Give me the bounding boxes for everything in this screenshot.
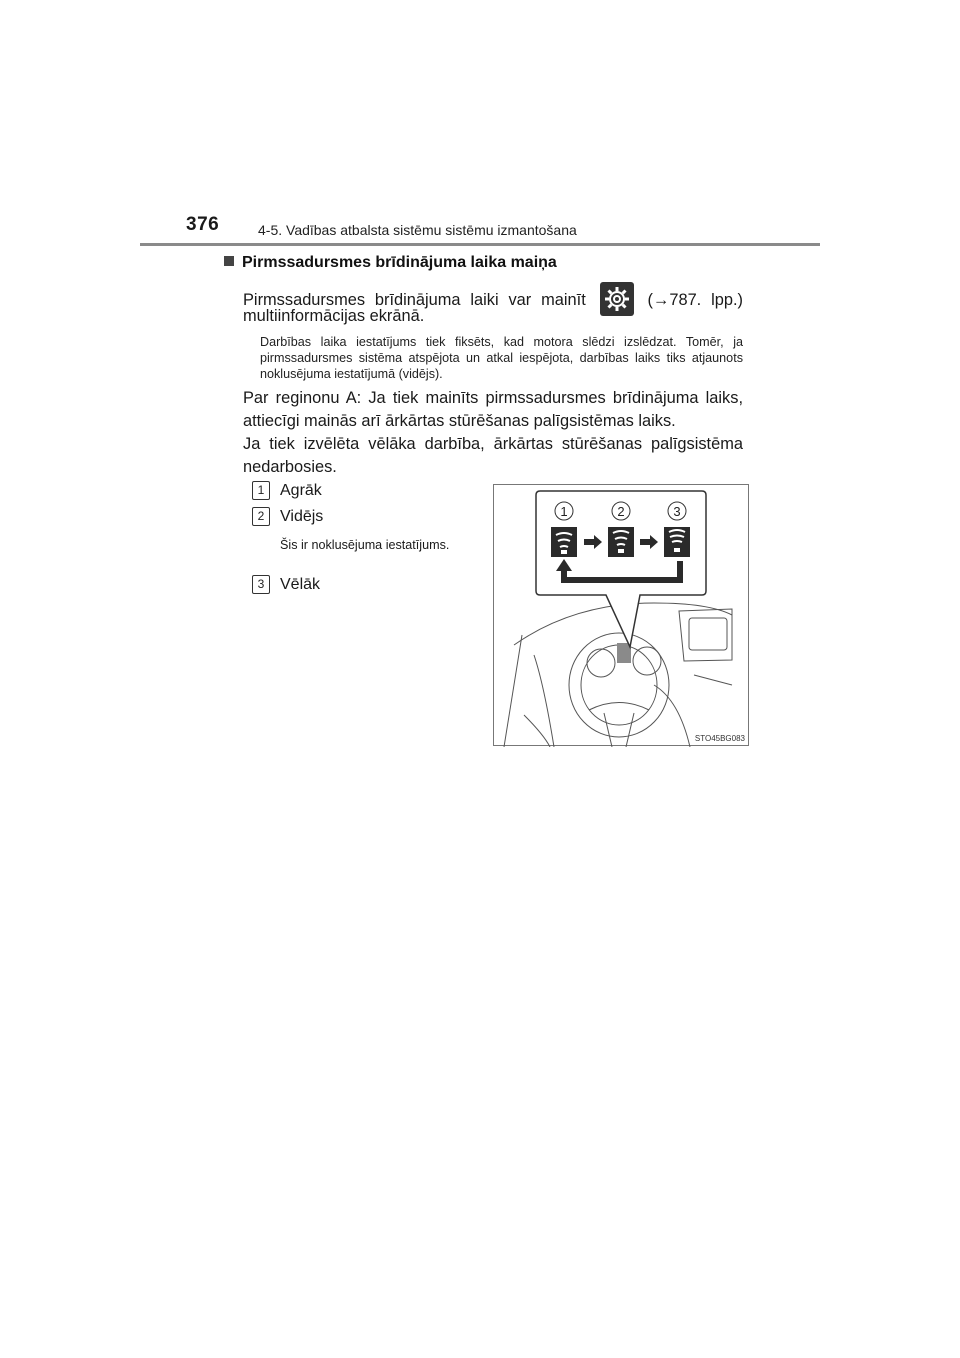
section-title: 4-5. Vadības atbalsta sistēmu sistēmu izmantošana bbox=[258, 222, 577, 238]
option-number-box: 3 bbox=[252, 575, 270, 594]
page-number: 376 bbox=[186, 214, 220, 235]
option-2 bbox=[252, 507, 323, 526]
later-paragraph: Ja tiek izvēlēta vēlāka darbība, ārkārtas stūrēšanas palīgsistēma nedarbosies. bbox=[243, 435, 743, 476]
intro-line-2: multiinformācijas ekrānā. bbox=[243, 307, 425, 325]
heading-text: Pirmssadursmes brīdinājuma laika maiņa bbox=[242, 254, 557, 271]
note: Darbības laika iestatījums tiek fiksēts, kad motora slēdzi izslēdzat. Tomēr, ja pirmssadursmes sistēma atspējota un atkal iespējota, darbības laiks tiks atjaunots noklusējuma iestatījumā (vidējs). bbox=[260, 335, 743, 381]
option-3 bbox=[252, 575, 320, 594]
callout-number-3: 3 bbox=[673, 504, 681, 519]
header-rule bbox=[140, 243, 820, 246]
timing-icon-late bbox=[664, 527, 690, 557]
figure-code: STO45BG083 bbox=[694, 734, 745, 743]
intro-text-before: Pirmssadursmes brīdinājuma laiki var mainīt bbox=[243, 291, 586, 309]
callout-number-2: 2 bbox=[617, 504, 625, 519]
option-number-box: 1 bbox=[252, 481, 270, 500]
callout-number-1: 1 bbox=[560, 504, 568, 519]
option-label: Agrāk bbox=[280, 482, 322, 499]
option-1 bbox=[252, 481, 322, 500]
dashboard-drawing bbox=[504, 603, 732, 747]
timing-icon-early bbox=[551, 527, 577, 557]
square-bullet-icon bbox=[224, 256, 234, 266]
heading bbox=[224, 254, 557, 272]
timing-icon-middle bbox=[608, 527, 634, 557]
option-2-note: Šis ir noklusējuma iestatījums. bbox=[280, 538, 450, 552]
figure-illustration bbox=[494, 485, 750, 747]
option-number-box: 2 bbox=[252, 507, 270, 526]
option-label: Vēlāk bbox=[280, 576, 321, 593]
region-paragraph: Par reginonu A: Ja tiek mainīts pirmssadursmes brīdinājuma laiks, attiecīgi mainās arī ārkārtas stūrēšanas palīgsistēmas laiks. bbox=[243, 389, 743, 430]
option-label: Vidējs bbox=[280, 508, 324, 525]
intro-text-after: (→787. lpp.) bbox=[647, 291, 743, 309]
figure bbox=[493, 484, 749, 746]
